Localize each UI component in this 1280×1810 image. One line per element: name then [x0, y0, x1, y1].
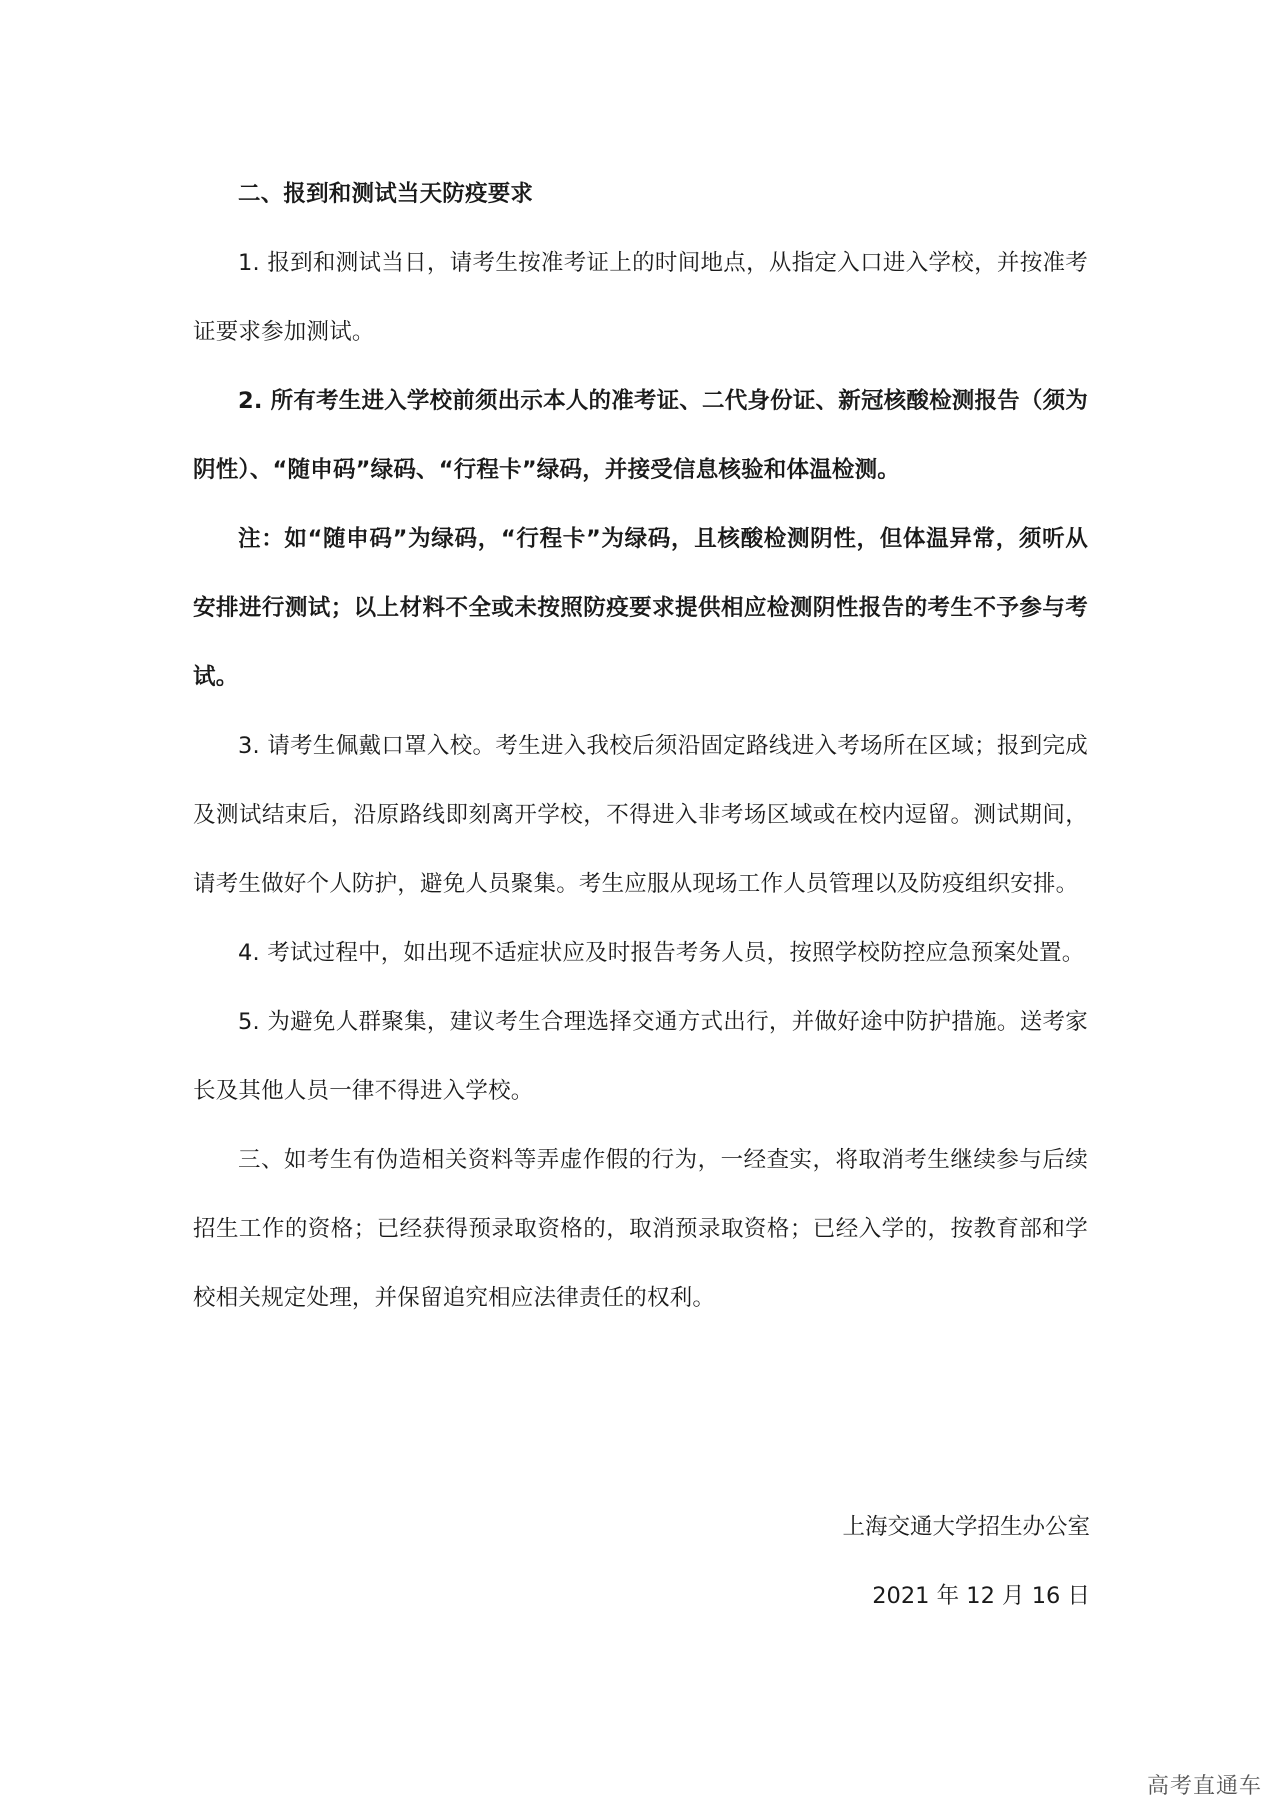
item-3: 3. 请考生佩戴口罩入校。考生进入我校后须沿固定路线进入考场所在区域；报到完成及测试结束后，沿原路线即刻离开学校，不得进入非考场区域或在校内逗留。测试期间，请考生做好个人防护，避免人员聚集。考生应服从现场工作人员管理以及防疫组织安排。: [193, 733, 1088, 897]
item-note: 注：如“随申码”为绿码，“行程卡”为绿码，且核酸检测阴性，但体温异常，须听从安排进行测试；以上材料不全或未按照防疫要求提供相应检测阴性报告的考生不予参与考试。: [193, 526, 1088, 690]
document-body: [193, 160, 1088, 1333]
signature-block: [842, 1493, 1090, 1631]
section-heading: 二、报到和测试当天防疫要求: [238, 181, 534, 207]
watermark: 高考直通车: [1146, 1774, 1262, 1799]
item-2: 2. 所有考生进入学校前须出示本人的准考证、二代身份证、新冠核酸检测报告（须为阴性）、“随申码”绿码、“行程卡”绿码，并接受信息核验和体温检测。: [193, 388, 1088, 483]
issue-date: 2021 年 12 月 16 日: [872, 1583, 1090, 1609]
section-three: 三、如考生有伪造相关资料等弄虚作假的行为，一经查实，将取消考生继续参与后续招生工作的资格；已经获得预录取资格的，取消预录取资格；已经入学的，按教育部和学校相关规定处理，并保留追究相应法律责任的权利。: [193, 1147, 1088, 1311]
item-1: 1. 报到和测试当日，请考生按准考证上的时间地点，从指定入口进入学校，并按准考证要求参加测试。: [193, 250, 1088, 345]
item-4: 4. 考试过程中，如出现不适症状应及时报告考务人员，按照学校防控应急预案处置。: [238, 940, 1085, 966]
item-5: 5. 为避免人群聚集，建议考生合理选择交通方式出行，并做好途中防护措施。送考家长及其他人员一律不得进入学校。: [193, 1009, 1088, 1104]
issuing-office: 上海交通大学招生办公室: [842, 1514, 1090, 1540]
